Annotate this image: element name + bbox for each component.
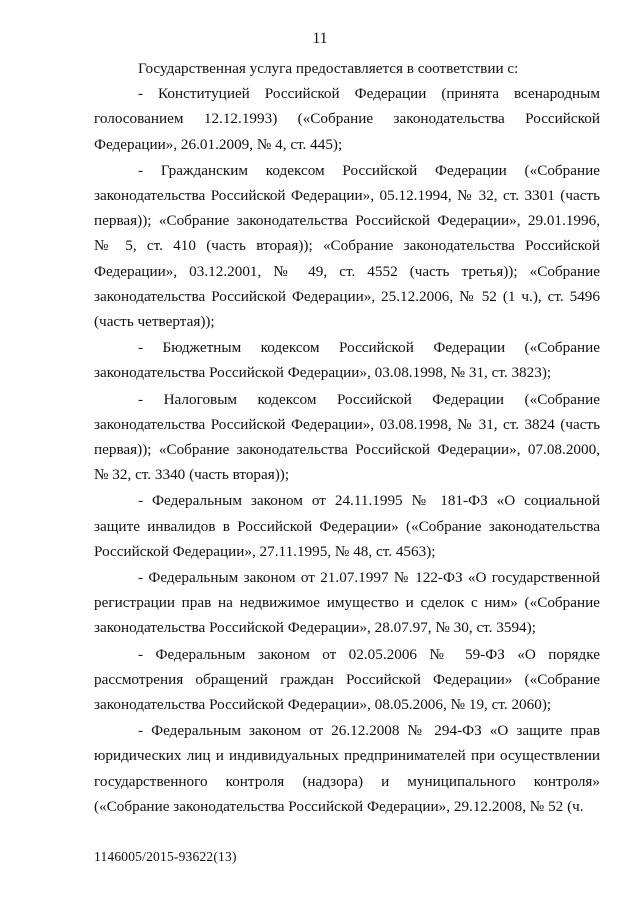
document-footer-id: 1146005/2015-93622(13) xyxy=(94,849,237,864)
legal-basis-item-law-122: - Федеральным законом от 21.07.1997 № 122-ФЗ «О государственной регистрации прав на недвижимое имущество и сделок с ним» («Собрание законодательства Российской Федерации», 28.07.97, № 30, ст. 3594); xyxy=(94,569,600,637)
document-body xyxy=(94,56,600,819)
legal-basis-item-tax-code: - Налоговым кодексом Российской Федерации («Собрание законодательства Российской Федерации», 03.08.1998, № 31, ст. 3824 (часть первая)); «Собрание законодательства Российской Федерации», 07.08.2000, № 32, ст. 3340 (часть вторая)); xyxy=(94,390,600,484)
legal-basis-item-law-294: - Федеральным законом от 26.12.2008 № 294-ФЗ «О защите прав юридических лиц и индивидуальных предпринимателей при осуществлении государственного контроля (надзора) и муниципального контроля» («Собрание законодательства Российской Федерации», 29.12.2008, № 52 (ч. xyxy=(94,722,600,815)
legal-basis-item-civil-code: - Гражданским кодексом Российской Федерации («Собрание законодательства Российской Федерации», 05.12.1994, № 32, ст. 3301 (часть первая)); «Собрание законодательства Российской Федерации», 29.01.1996, № 5, ст. 410 (часть вторая)); «Собрание законодательства Российской Федерации», 03.12.2001, № 49, ст. 4552 (часть третья)); «Собрание законодательства Российской Федерации», 25.12.2006, № 52 (1 ч.), ст. 5496 (часть четвертая)); xyxy=(94,161,600,331)
legal-basis-item-constitution: - Конституцией Российской Федерации (принята всенародным голосованием 12.12.1993) («Собрание законодательства Российской Федерации», 26.01.2009, № 4, ст. 445); xyxy=(94,85,600,153)
legal-basis-item-budget-code: - Бюджетным кодексом Российской Федерации («Собрание законодательства Российской Федерации», 03.08.1998, № 31, ст. 3823); xyxy=(94,339,600,382)
legal-basis-item-law-181: - Федеральным законом от 24.11.1995 № 181-ФЗ «О социальной защите инвалидов в Российской Федерации» («Собрание законодательства Российской Федерации», 27.11.1995, № 48, ст. 4563); xyxy=(94,492,600,560)
page-number: 11 xyxy=(312,30,328,47)
legal-basis-item-law-59: - Федеральным законом от 02.05.2006 № 59-ФЗ «О порядке рассмотрения обращений граждан Российской Федерации» («Собрание законодательства Российской Федерации», 08.05.2006, № 19, ст. 2060); xyxy=(94,645,600,714)
intro-paragraph: Государственная услуга предоставляется в соответствии с: xyxy=(138,60,519,77)
